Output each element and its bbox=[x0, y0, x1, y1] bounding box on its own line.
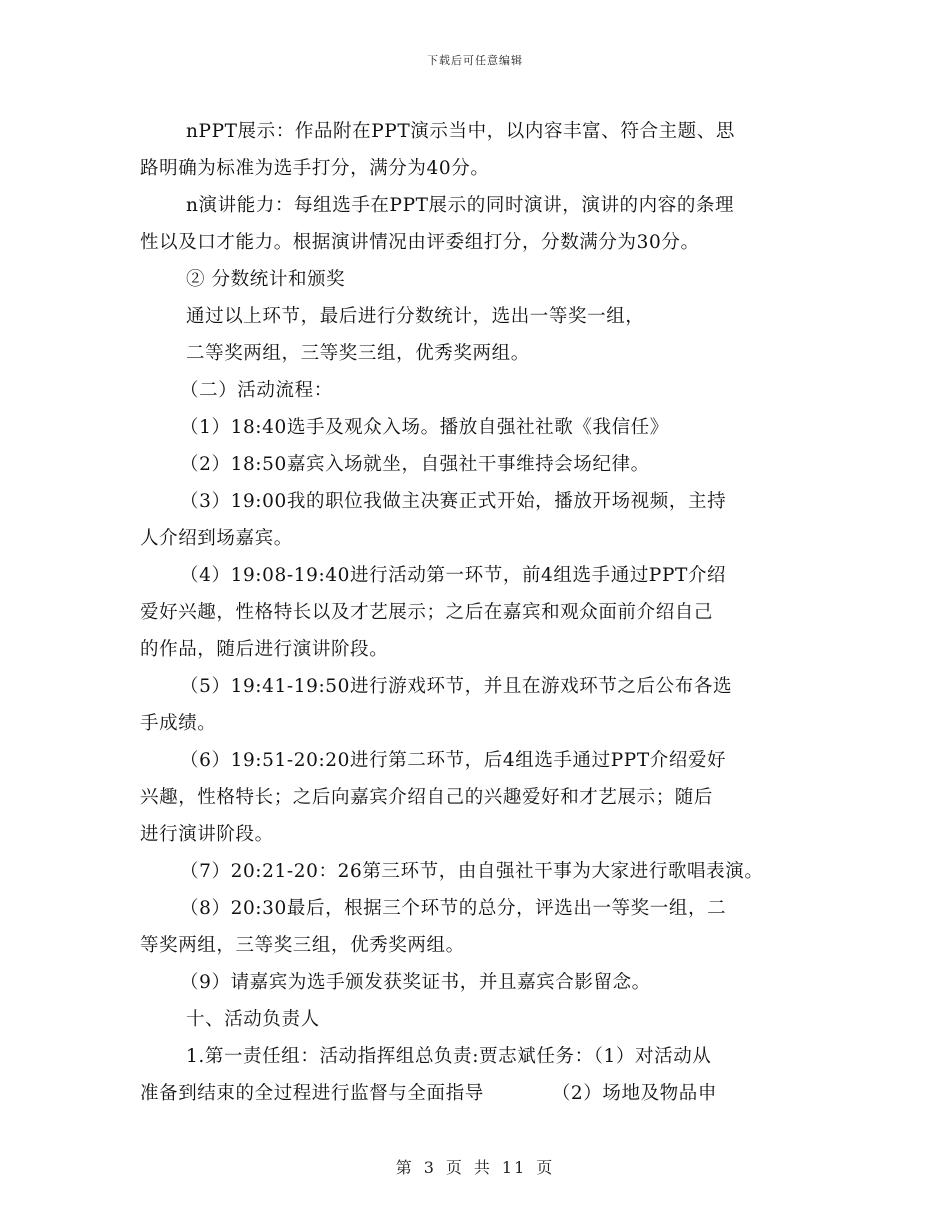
paragraph-speech-line-2: 性以及口才能力。根据演讲情况由评委组打分，分数满分为30分。 bbox=[140, 232, 700, 253]
paragraph-ppt-display-line-2: 路明确为标准为选手打分，满分为40分。 bbox=[140, 158, 490, 179]
paragraph-speech-line-1: n演讲能力：每组选手在PPT展示的同时演讲，演讲的内容的条理 bbox=[186, 195, 735, 216]
process-step-7: （7）20:21-20：26第三环节，由自强社干事为大家进行歌唱表演。 bbox=[180, 861, 764, 882]
leader-group-1-line-1: 1.第一责任组：活动指挥组总负责:贾志斌任务：（1）对活动从 bbox=[186, 1046, 712, 1067]
leader-group-1-line-2 bbox=[140, 1075, 830, 1112]
footer-page-total: 11 bbox=[501, 1158, 527, 1177]
process-step-1: （1）18:40选手及观众入场。播放自强社社歌《我信任》 bbox=[180, 417, 669, 438]
process-step-3-line-1: （3）19:00我的职位我做主决赛正式开始，播放开场视频，主持 bbox=[180, 491, 727, 512]
leader-group-1-line-2-part-b: （2）场地及物品申 bbox=[551, 1083, 717, 1104]
footer-page-mid: 页 bbox=[445, 1158, 464, 1177]
process-step-8-line-2: 等奖两组，三等奖三组，优秀奖两组。 bbox=[140, 935, 465, 956]
process-step-9: （9）请嘉宾为选手颁发获奖证书，并且嘉宾合影留念。 bbox=[180, 972, 651, 993]
heading-activity-leaders: 十、活动负责人 bbox=[186, 1009, 320, 1030]
process-step-5-line-1: （5）19:41-19:50进行游戏环节，并且在游戏环节之后公布各选 bbox=[180, 676, 733, 697]
heading-score-awards: ② 分数统计和颁奖 bbox=[186, 269, 346, 290]
paragraph-ppt-display-line-1: nPPT展示：作品附在PPT演示当中，以内容丰富、符合主题、思 bbox=[186, 121, 735, 142]
process-step-2: （2）18:50嘉宾入场就坐，自强社干事维持会场纪律。 bbox=[180, 454, 650, 475]
footer-page-prefix: 第 bbox=[395, 1158, 414, 1177]
footer-page-current: 3 bbox=[423, 1158, 436, 1177]
footer-total-prefix: 共 bbox=[473, 1158, 492, 1177]
paragraph-score-line-1: 通过以上环节，最后进行分数统计，选出一等奖一组， bbox=[186, 306, 645, 327]
process-step-4-line-1: （4）19:08-19:40进行活动第一环节，前4组选手通过PPT介绍 bbox=[180, 565, 727, 586]
page-footer bbox=[0, 1155, 950, 1178]
document-body bbox=[140, 113, 830, 1112]
page-header: 下载后可任意编辑 bbox=[427, 54, 523, 67]
process-step-5-line-2: 手成绩。 bbox=[140, 713, 217, 734]
paragraph-score-line-2: 二等奖两组，三等奖三组，优秀奖两组。 bbox=[186, 343, 530, 364]
leader-group-1-line-2-part-a: 准备到结束的全过程进行监督与全面指导 bbox=[140, 1083, 484, 1104]
process-step-6-line-3: 进行演讲阶段。 bbox=[140, 824, 274, 845]
footer-page-suffix: 页 bbox=[536, 1158, 555, 1177]
process-step-4-line-3: 的作品，随后进行演讲阶段。 bbox=[140, 639, 389, 660]
process-step-3-line-2: 人介绍到场嘉宾。 bbox=[140, 528, 293, 549]
process-step-8-line-1: （8）20:30最后，根据三个环节的总分，评选出一等奖一组，二 bbox=[180, 898, 727, 919]
process-step-4-line-2: 爱好兴趣，性格特长以及才艺展示；之后在嘉宾和观众面前介绍自己 bbox=[140, 602, 714, 623]
heading-activity-process: （二）活动流程： bbox=[180, 380, 333, 401]
process-step-6-line-1: （6）19:51-20:20进行第二环节，后4组选手通过PPT介绍爱好 bbox=[180, 750, 727, 771]
process-step-6-line-2: 兴趣，性格特长；之后向嘉宾介绍自己的兴趣爱好和才艺展示；随后 bbox=[140, 787, 714, 808]
